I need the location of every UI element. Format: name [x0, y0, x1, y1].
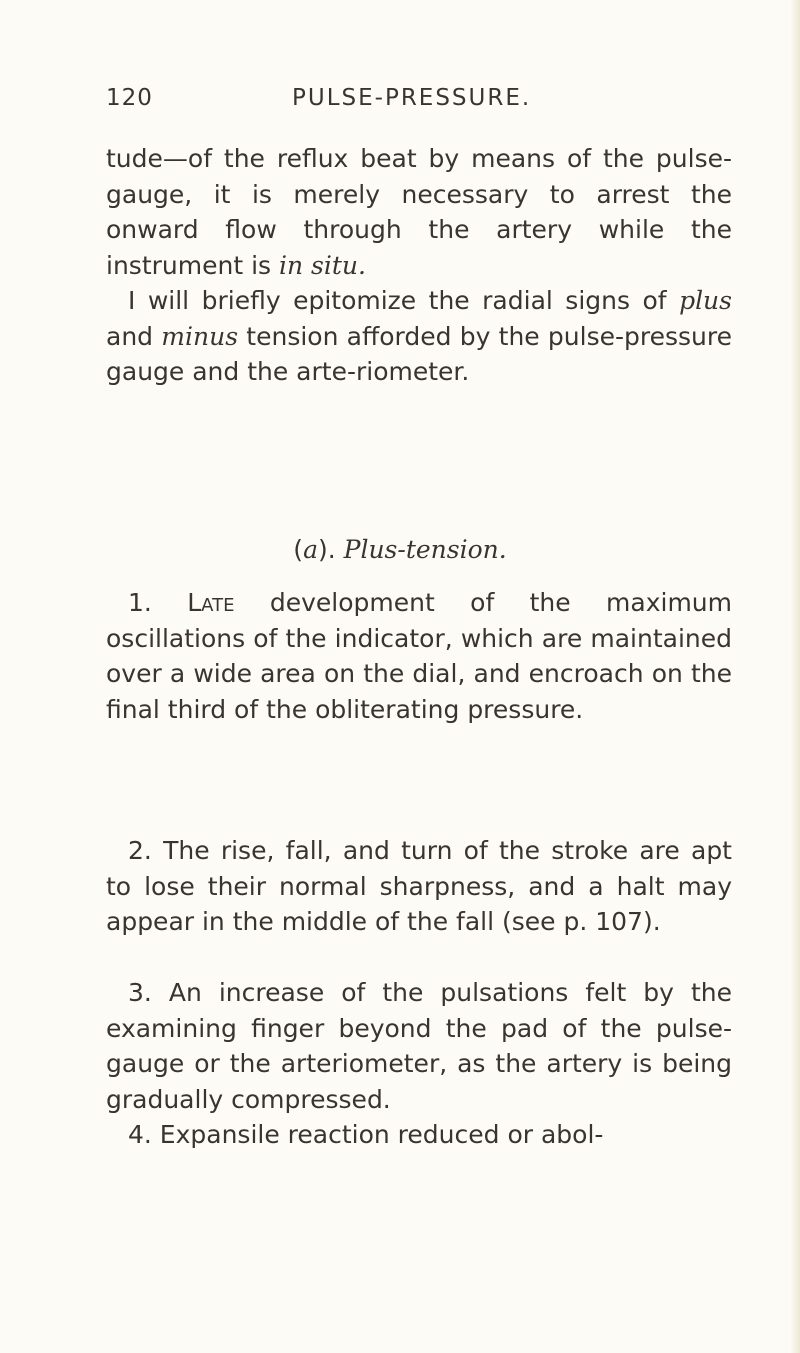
list-item: 3. An increase of the pulsations felt by the examining finger beyond the pad of the pulse-gauge or the arteriometer, as the artery is being gradually compressed. [106, 978, 732, 1114]
running-title: PULSE-PRESSURE. [292, 85, 532, 111]
paragraph-text: tude—of the reflux beat by means of the pulse-gauge, it is merely necessary to arrest the onward flow through the artery while the instrument is [106, 144, 732, 280]
page-number: 120 [106, 85, 153, 111]
italic-phrase: in situ. [279, 250, 366, 280]
section-heading [0, 532, 800, 567]
list-item: 2. The rise, fall, and turn of the stroke are apt to lose their normal sharpness, and a halt may appear in the middle of the fall (see p. 107). [106, 836, 732, 936]
list-item [106, 585, 732, 727]
italic-minus: minus [161, 321, 239, 351]
paragraph-epitomize [106, 283, 732, 390]
paragraph-text: tension afforded by the pulse-pressure gauge and the arte-riometer. [106, 321, 732, 386]
item-number: 1. [128, 588, 152, 617]
heading-paren: ). [317, 535, 336, 564]
paragraph-text: and [106, 321, 162, 351]
italic-plus: plus [679, 286, 732, 315]
running-header [106, 85, 746, 115]
heading-paren: ( [293, 535, 304, 564]
item-text: development of the maximum oscillations of the indicator, which are maintained over a wide area on the dial, and encroach on the final third of the obliterating pressure. [106, 588, 732, 724]
page-edge-shading [790, 0, 800, 1353]
heading-title: Plus-tension. [343, 535, 507, 564]
list-item: 4. Expansile reaction reduced or abol- [128, 1120, 604, 1149]
small-caps-word: Late [187, 588, 235, 617]
heading-letter: a [303, 535, 318, 564]
paragraph-text: I will briefly epitomize the radial signs of [128, 286, 680, 315]
paragraph-continuation [106, 141, 732, 283]
